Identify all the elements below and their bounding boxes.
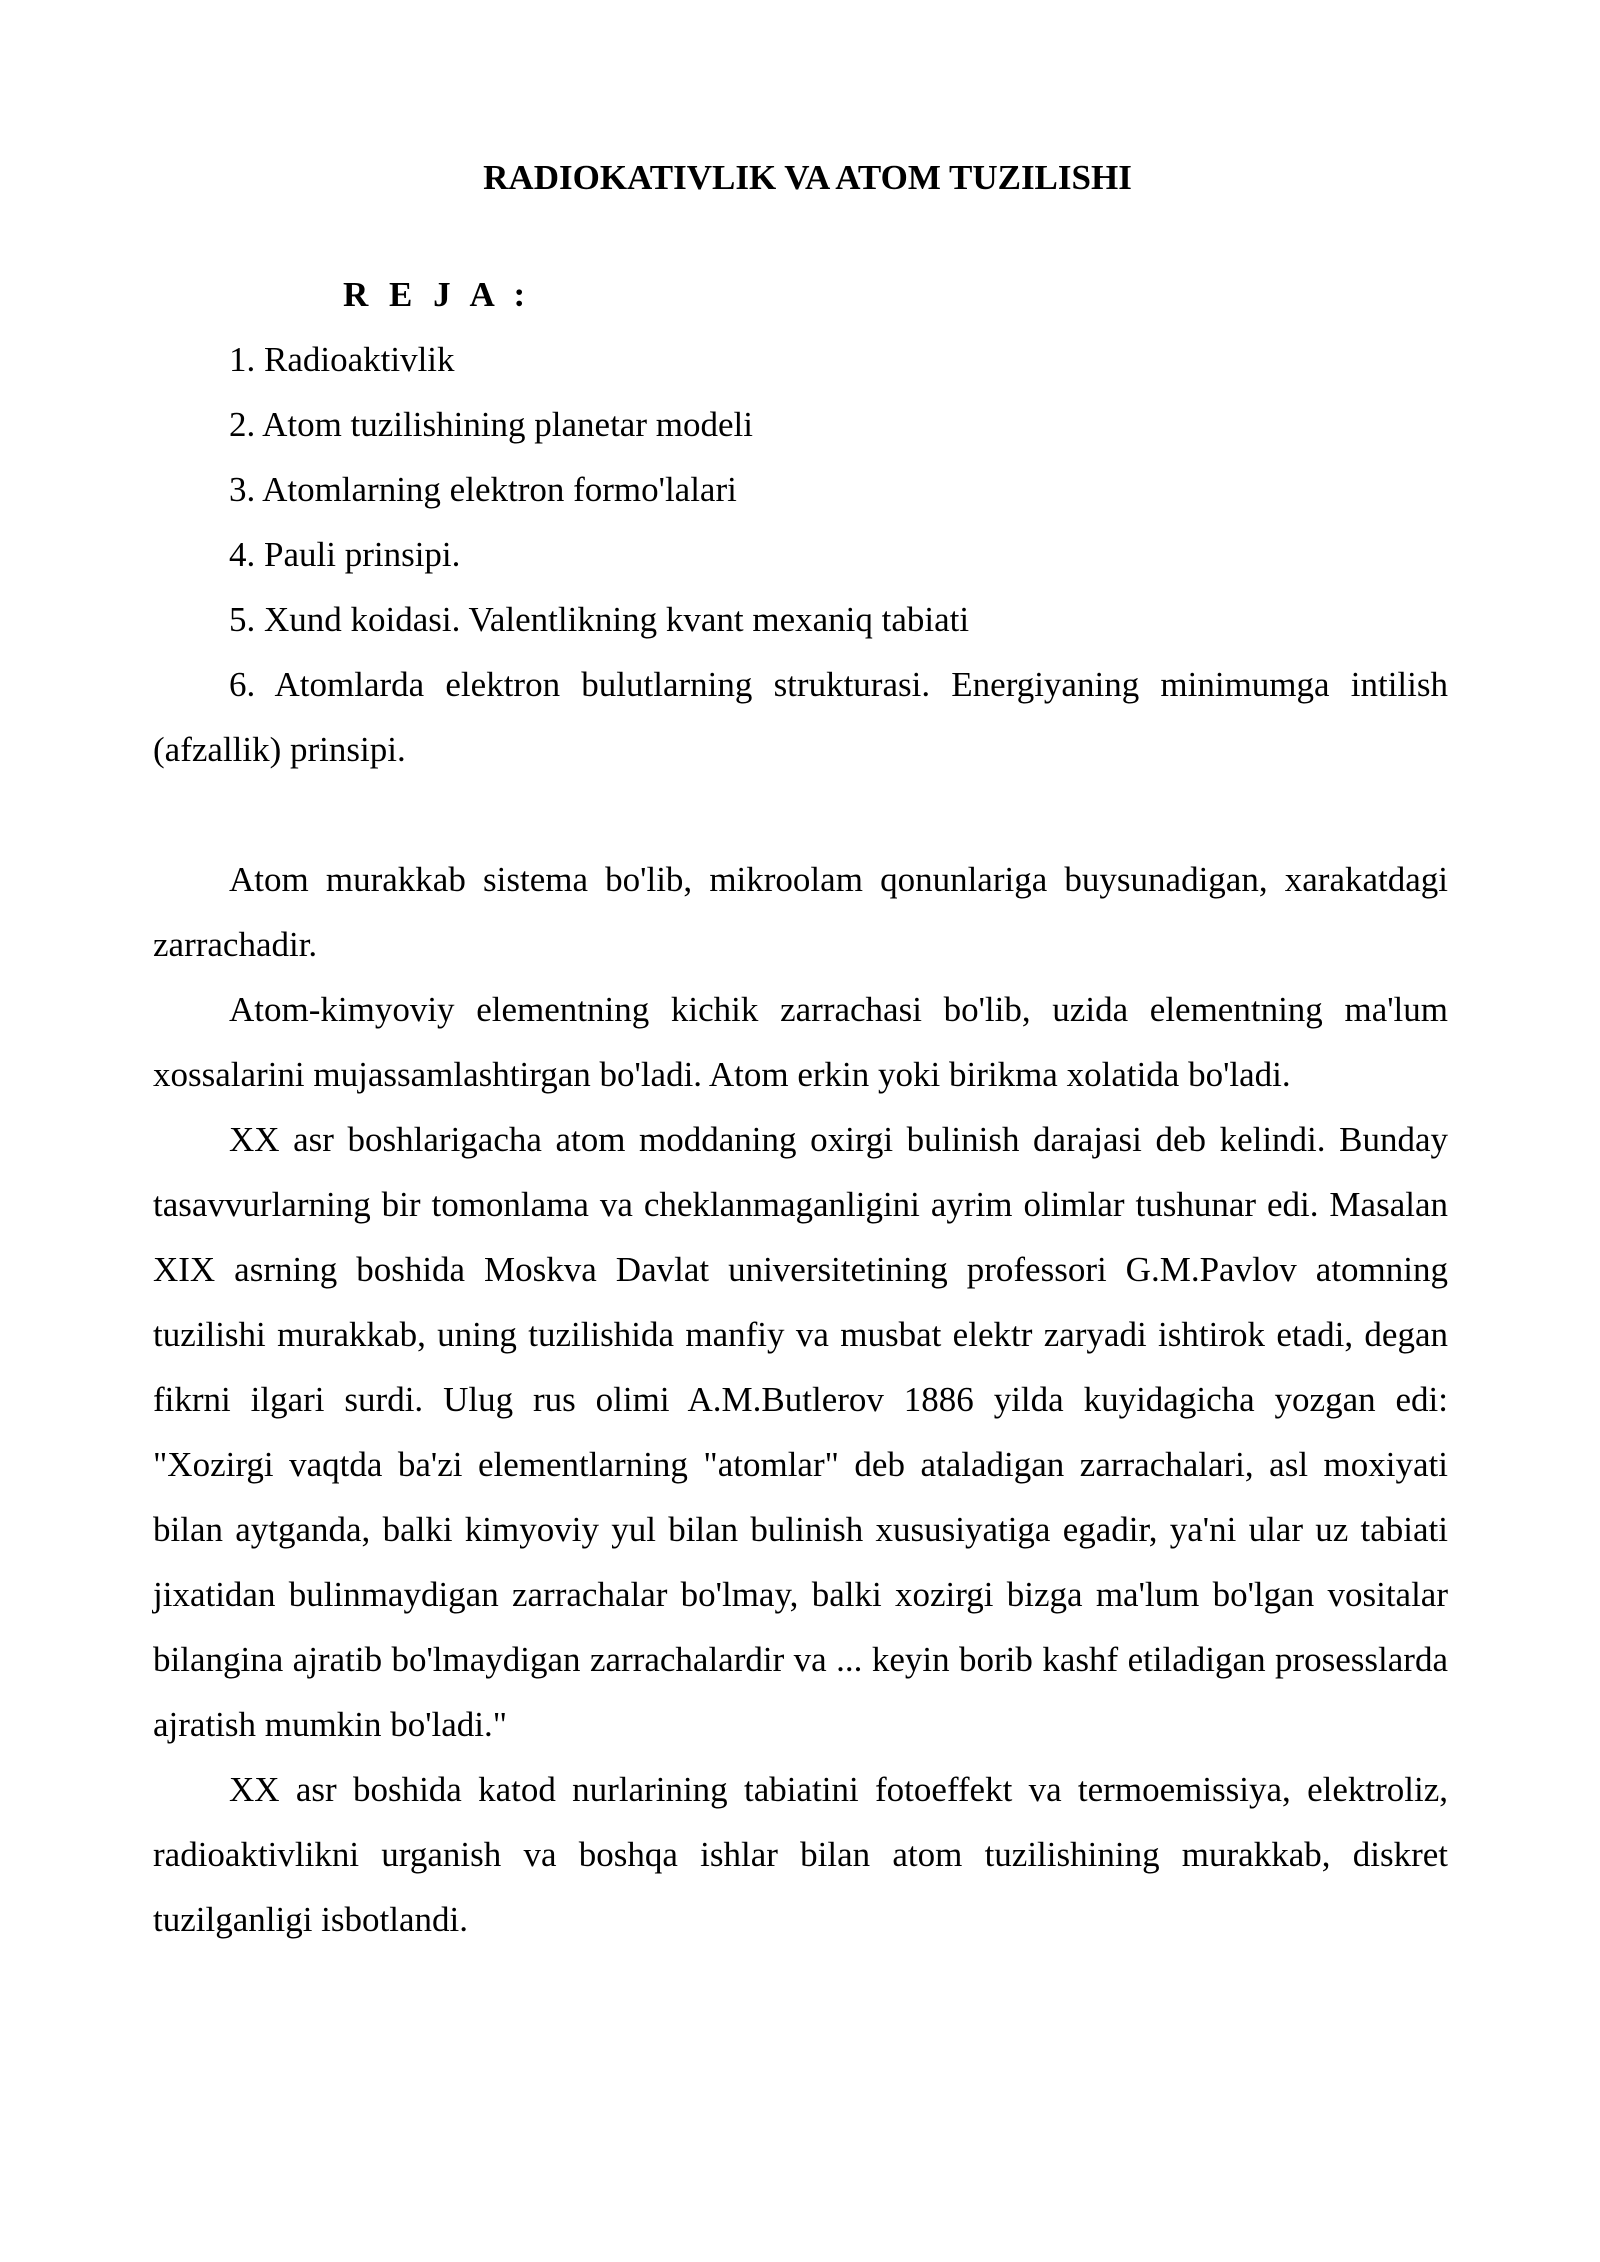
plan-item: 2. Atom tuzilishining planetar modeli: [229, 405, 753, 444]
plan-item: 6. Atomlarda elektron bulutlarning strukturasi. Energiyaning minimumga intilish (afzallik) prinsipi.: [153, 665, 1448, 769]
document-title: RADIOKATIVLIK VA ATOM TUZILISHI: [483, 158, 1132, 197]
plan-item: 4. Pauli prinsipi.: [229, 535, 461, 574]
plan-item: 3. Atomlarning elektron formo'lalari: [229, 470, 737, 509]
body-paragraph: XX asr boshlarigacha atom moddaning oxirgi bulinish darajasi deb kelindi. Bunday tasavvurlarning bir tomonlama va cheklanmaganligini ayrim olimlar tushunar edi. Masalan XIX asrning boshida Moskva Davlat universitetining professori G.M.Pavlov atomning tuzilishi murakkab, uning tuzilishida manfiy va musbat elektr zaryadi ishtirok etadi, degan fikrni ilgari surdi. Ulug rus olimi A.M.Butlerov 1886 yilda kuyidagicha yozgan edi: "Xozirgi vaqtda ba'zi elementlarning "atomlar" deb ataladigan zarrachalari, asl moxiyati bilan aytganda, balki kimyoviy yul bilan bulinish xususiyatiga egadir, ya'ni ular uz tabiati jixatidan bulinmaydigan zarrachalar bo'lmay, balki xozirgi bizga ma'lum bo'lgan vositalar bilangina ajratib bo'lmaydigan zarrachalardir va ... keyin borib kashf etiladigan prosesslarda ajratish mumkin bo'ladi.": [153, 1120, 1448, 1744]
plan-heading: R E J A :: [343, 275, 532, 314]
plan-list: [153, 327, 1448, 782]
plan-item: 5. Xund koidasi. Valentlikning kvant mexaniq tabiati: [229, 600, 970, 639]
section-spacer: [153, 782, 1448, 847]
body-paragraph: Atom-kimyoviy elementning kichik zarrachasi bo'lib, uzida elementning ma'lum xossalarini mujassamlashtirgan bo'ladi. Atom erkin yoki birikma xolatida bo'ladi.: [153, 990, 1448, 1094]
document-body: [153, 145, 1448, 1952]
plan-item: 1. Radioaktivlik: [229, 340, 455, 379]
body-paragraph: Atom murakkab sistema bo'lib, mikroolam qonunlariga buysunadigan, xarakatdagi zarrachadir.: [153, 860, 1448, 964]
body-paragraph: XX asr boshida katod nurlarining tabiatini fotoeffekt va termoemissiya, elektroliz, radioaktivlikni urganish va boshqa ishlar bilan atom tuzilishining murakkab, diskret tuzilganligi isbotlandi.: [153, 1770, 1448, 1939]
